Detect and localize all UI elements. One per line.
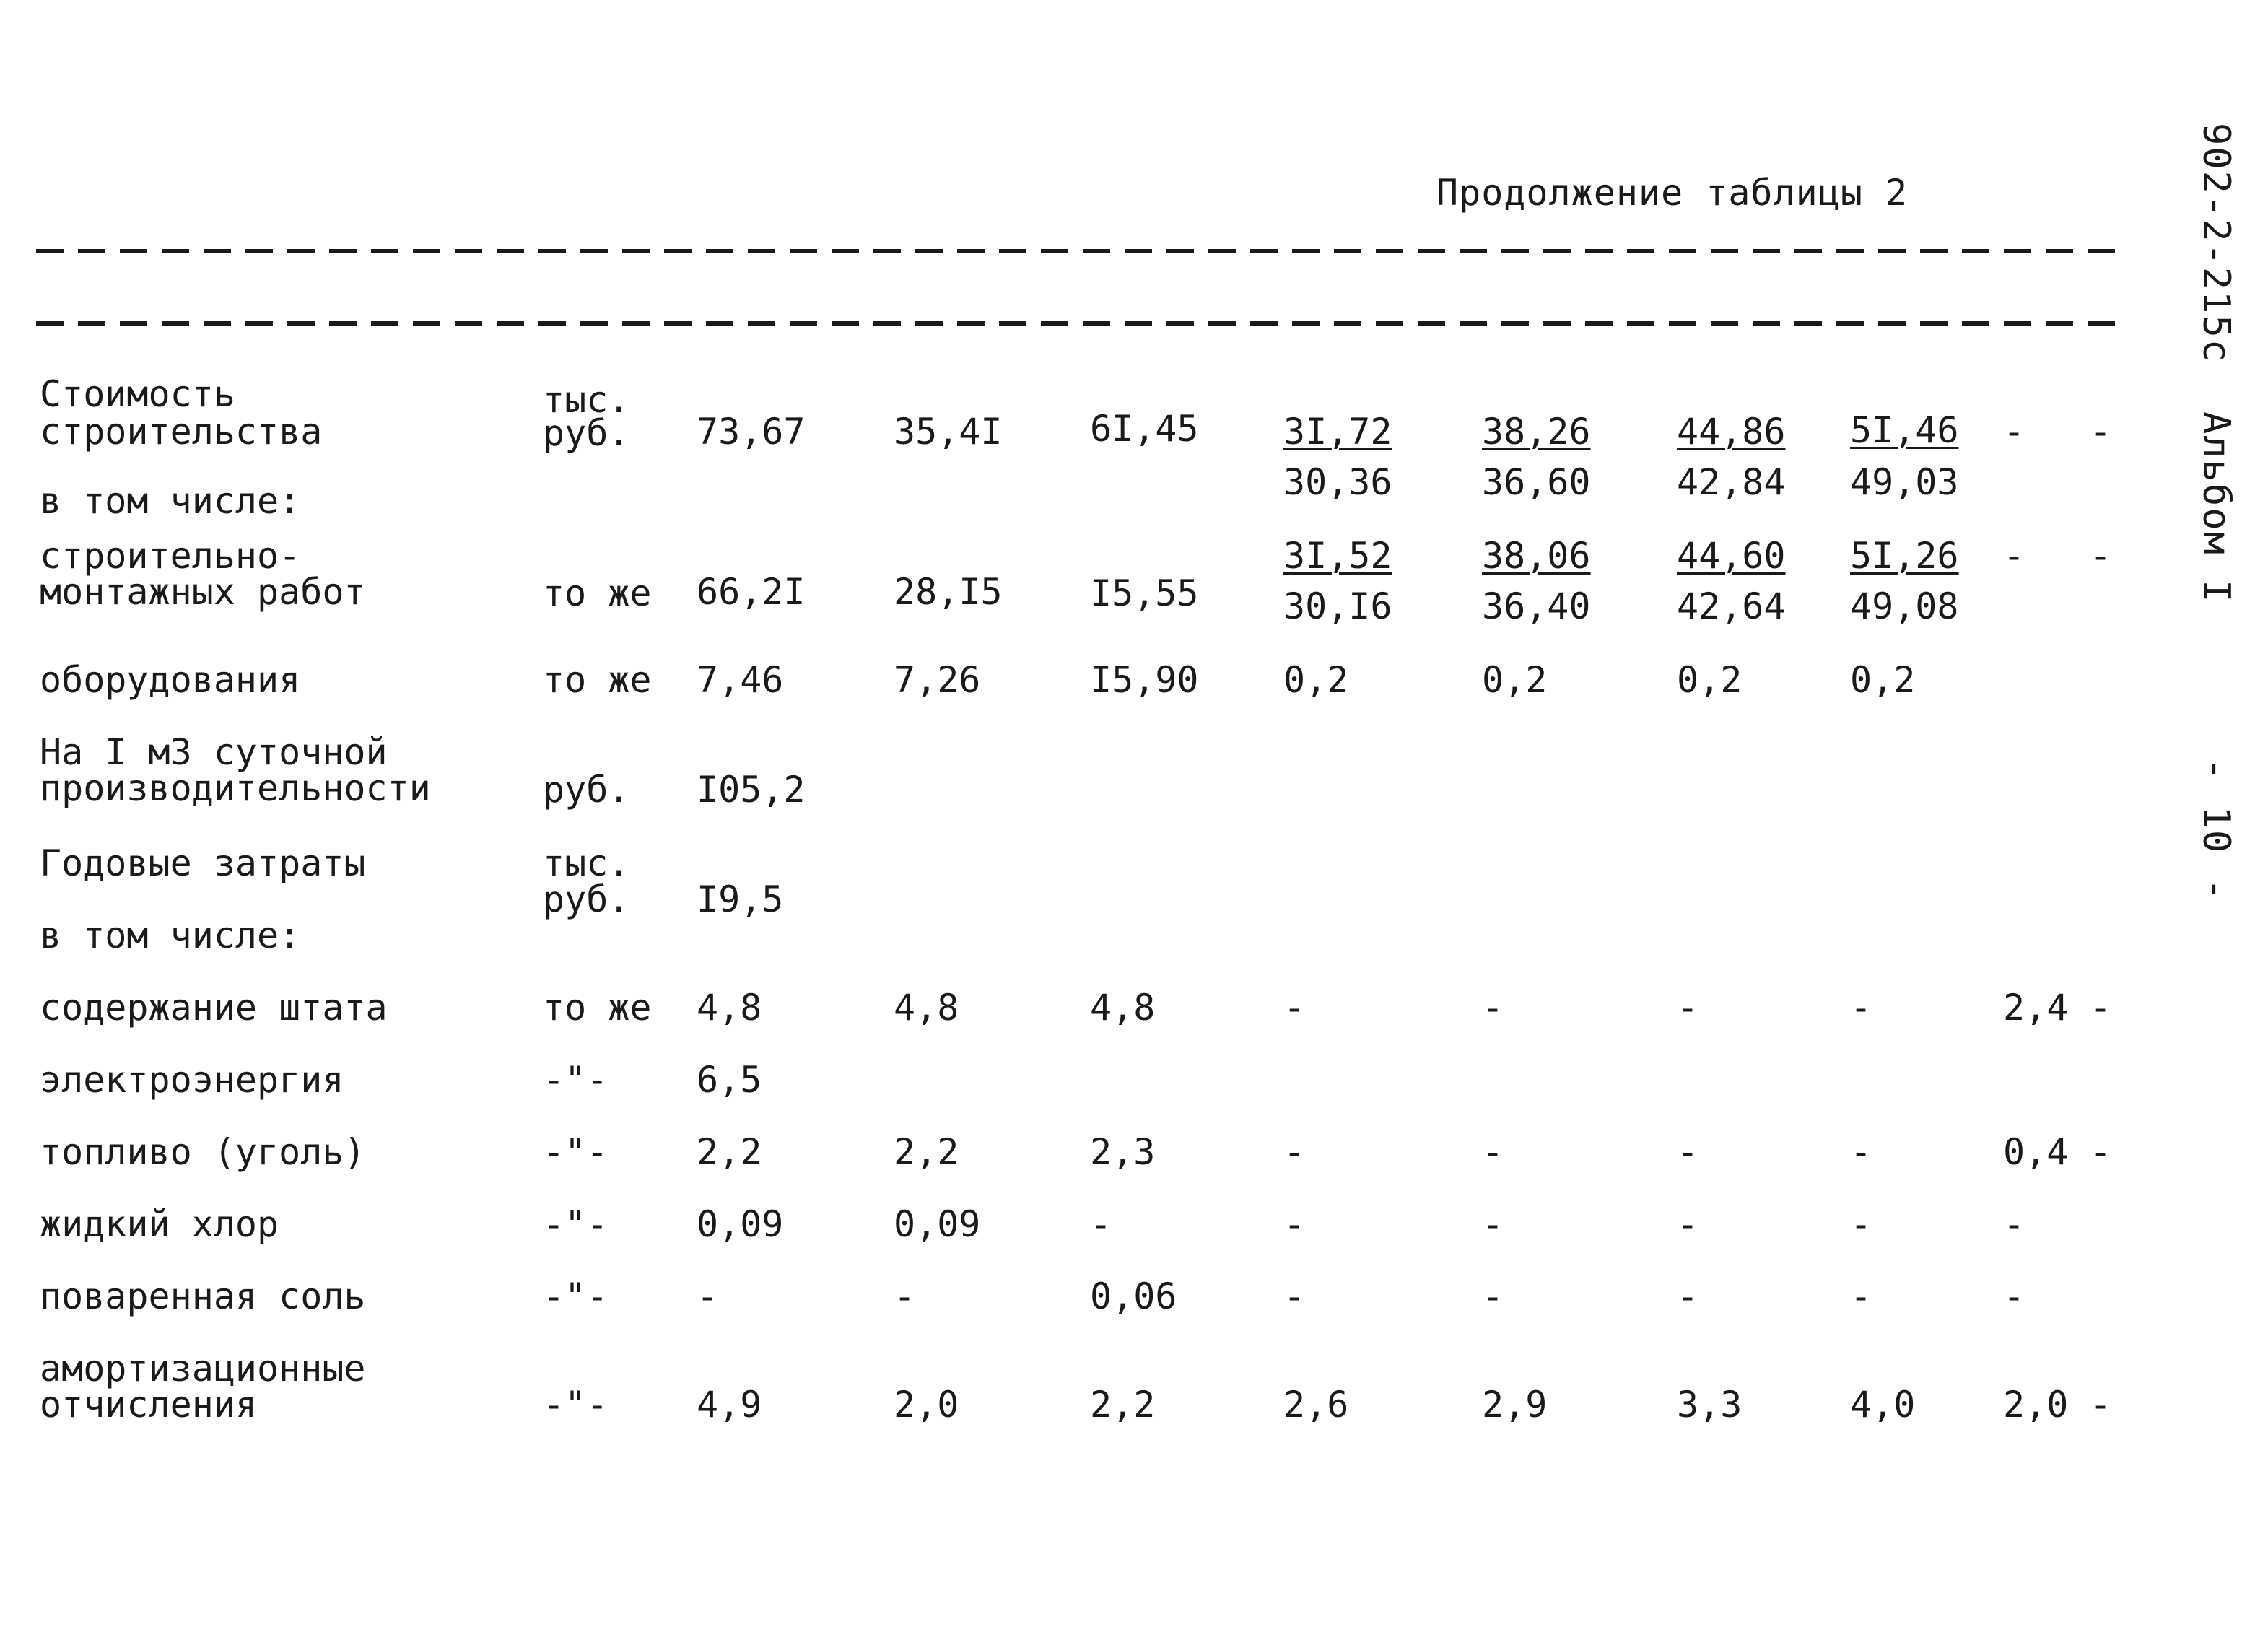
table-cell: 44,60 xyxy=(1677,535,1786,577)
table-cell: - xyxy=(2090,1131,2112,1173)
table-cell: 2,2 xyxy=(894,1131,959,1173)
table-cell: 4,8 xyxy=(1090,987,1156,1029)
table-cell: 2,9 xyxy=(1482,1384,1548,1426)
row-label: отчисления xyxy=(40,1384,258,1426)
row-unit: -"- xyxy=(543,1203,609,1245)
table-cell: 2,0 xyxy=(894,1384,959,1426)
table-cell: 36,60 xyxy=(1482,461,1591,503)
table-cell: 5I,26 xyxy=(1850,535,1959,577)
table-cell: - xyxy=(894,1275,916,1317)
table-cell: 2,2 xyxy=(1090,1384,1156,1426)
row-label: оборудования xyxy=(40,659,301,701)
table-cell: - xyxy=(2003,535,2025,577)
table-cell: - xyxy=(1677,1203,1699,1245)
row-unit: руб. xyxy=(543,878,630,920)
album-label: Альбом I xyxy=(2194,411,2238,604)
table-cell: 36,40 xyxy=(1482,585,1591,627)
table-cell: 28,I5 xyxy=(894,571,1003,613)
table-cell: 0,2 xyxy=(1677,659,1743,701)
row-label: строительства xyxy=(40,411,323,453)
side-margin-text xyxy=(2173,123,2238,917)
row-label: монтажных работ xyxy=(40,571,366,613)
table-cell: 0,2 xyxy=(1850,659,1916,701)
table-cell: 0,4 xyxy=(2003,1131,2069,1173)
table-cell: 6,5 xyxy=(697,1059,762,1101)
table-cell: 0,09 xyxy=(894,1203,981,1245)
table-cell: I05,2 xyxy=(697,769,806,811)
table-cell: 4,0 xyxy=(1850,1384,1916,1426)
table-cell: - xyxy=(1482,1275,1504,1317)
table-cell: - xyxy=(1090,1203,1112,1245)
table-cell: - xyxy=(2090,411,2112,453)
row-unit: -"- xyxy=(543,1059,609,1101)
row-label: Годовые затраты xyxy=(40,842,366,884)
row-unit: то же xyxy=(543,572,652,614)
row-unit: то же xyxy=(543,987,652,1029)
page-number: - 10 - xyxy=(2194,758,2238,902)
table-cell: 35,4I xyxy=(894,411,1003,453)
table-cell: - xyxy=(2090,987,2112,1029)
table-cell: 44,86 xyxy=(1677,411,1786,453)
table-cell: 5I,46 xyxy=(1850,409,1959,451)
table-cell: 38,06 xyxy=(1482,535,1591,577)
table-cell: 38,26 xyxy=(1482,411,1591,453)
table-cell: 2,6 xyxy=(1283,1384,1349,1426)
table-cell: 42,84 xyxy=(1677,461,1786,503)
table-cell: - xyxy=(1283,1275,1306,1317)
table-cell: 3I,72 xyxy=(1283,411,1392,453)
table-cell: 4,9 xyxy=(697,1384,762,1426)
table-cell: 3,3 xyxy=(1677,1384,1743,1426)
row-label: На I м3 суточной xyxy=(40,731,388,773)
row-label: электроэнергия xyxy=(40,1059,344,1101)
table-cell: - xyxy=(1850,1131,1872,1173)
table-cell: 30,I6 xyxy=(1283,585,1392,627)
header-rule-bottom xyxy=(36,321,2115,326)
table-cell: 49,08 xyxy=(1850,585,1959,627)
table-cell: 0,06 xyxy=(1090,1275,1177,1317)
document-code: 902-2-215с xyxy=(2194,123,2238,364)
table-cell: - xyxy=(1283,1131,1306,1173)
table-cell: - xyxy=(1283,1203,1306,1245)
table-cell: 4,8 xyxy=(894,987,959,1029)
table-cell: 2,2 xyxy=(697,1131,762,1173)
table-cell: - xyxy=(2090,1384,2112,1426)
table-cell: - xyxy=(1677,987,1699,1029)
table-cell: - xyxy=(1482,1131,1504,1173)
table-cell: I9,5 xyxy=(697,878,784,920)
row-label: топливо (уголь) xyxy=(40,1131,366,1173)
table-cell: - xyxy=(2003,1275,2025,1317)
table-cell: 30,36 xyxy=(1283,461,1392,503)
table-cell: - xyxy=(1850,987,1872,1029)
table-cell: - xyxy=(1482,987,1504,1029)
table-cell: 3I,52 xyxy=(1283,535,1392,577)
row-label: жидкий хлор xyxy=(40,1203,279,1245)
table-cell: - xyxy=(697,1275,719,1317)
table-cell: - xyxy=(2003,411,2025,453)
table-cell: 7,46 xyxy=(697,659,784,701)
table-cell: 0,2 xyxy=(1283,659,1349,701)
row-label: содержание штата xyxy=(40,987,388,1029)
row-unit: тыс. xyxy=(543,379,630,421)
table-cell: - xyxy=(1677,1275,1699,1317)
row-unit: то же xyxy=(543,659,652,701)
table-cell: 42,64 xyxy=(1677,585,1786,627)
table-cell: 66,2I xyxy=(697,571,806,613)
row-label-including: в том числе: xyxy=(40,480,301,522)
table-cell: 73,67 xyxy=(697,411,806,453)
row-label: амортизационные xyxy=(40,1348,366,1389)
table-caption: Продолжение таблицы 2 xyxy=(1436,172,1909,214)
header-rule-top xyxy=(36,249,2115,253)
row-unit: руб. xyxy=(543,769,630,811)
table-cell: - xyxy=(1283,987,1306,1029)
table-cell: - xyxy=(1677,1131,1699,1173)
row-label: Стоимость xyxy=(40,373,235,415)
table-cell: - xyxy=(1850,1275,1872,1317)
table-cell: 2,0 xyxy=(2003,1384,2069,1426)
row-unit: руб. xyxy=(543,412,630,454)
row-label: производительности xyxy=(40,767,431,809)
table-cell: 2,4 xyxy=(2003,987,2069,1029)
table-cell: I5,55 xyxy=(1090,572,1199,614)
table-cell: 6I,45 xyxy=(1090,408,1199,450)
table-cell: - xyxy=(1850,1203,1872,1245)
row-label-including: в том числе: xyxy=(40,915,301,956)
row-unit: тыс. xyxy=(543,842,630,884)
table-cell: 49,03 xyxy=(1850,461,1959,503)
table-cell: - xyxy=(2003,1203,2025,1245)
table-cell: 0,09 xyxy=(697,1203,784,1245)
row-unit: -"- xyxy=(543,1275,609,1317)
row-label: строительно- xyxy=(40,535,301,577)
table-cell: 7,26 xyxy=(894,659,981,701)
row-unit: -"- xyxy=(543,1131,609,1173)
table-cell: 4,8 xyxy=(697,987,762,1029)
table-cell: - xyxy=(2090,535,2112,577)
table-cell: - xyxy=(1482,1203,1504,1245)
table-cell: I5,90 xyxy=(1090,659,1199,701)
row-unit: -"- xyxy=(543,1384,609,1426)
row-label: поваренная соль xyxy=(40,1275,366,1317)
table-cell: 2,3 xyxy=(1090,1131,1156,1173)
table-cell: 0,2 xyxy=(1482,659,1548,701)
